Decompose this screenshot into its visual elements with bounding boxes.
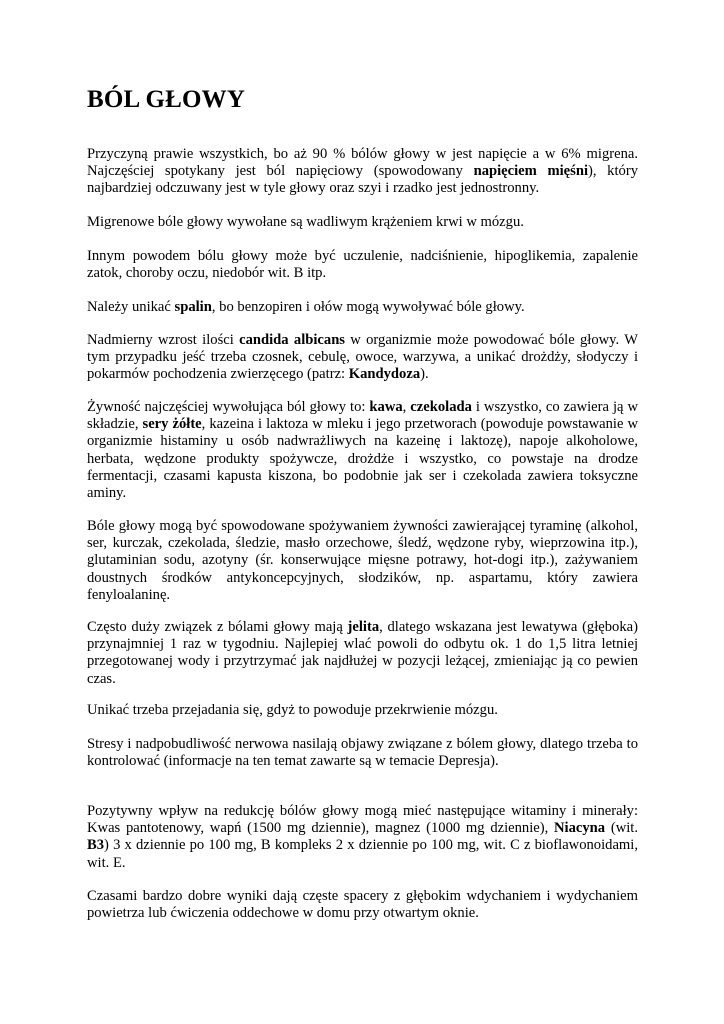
bold-term: jelita [347, 619, 380, 635]
bold-term: candida albicans [239, 332, 345, 348]
text-run: w organizmie może powodować bóle głowy. W tym przypadku jeść trzeba czosnek, cebulę, owoce, warzywa, a unikać drożdży, słodyczy i pokarmów pochodzenia zwierzęcego (patrz: [87, 332, 638, 383]
paragraph-tyramine [87, 518, 638, 604]
paragraph-causes [87, 146, 638, 198]
text-run: , [402, 399, 411, 415]
text-run: Często duży związek z bólami głowy mają [87, 619, 348, 635]
text-run: Żywność najczęściej wywołująca ból głowy to: [87, 399, 370, 415]
text-run: Nadmierny wzrost ilości [87, 332, 240, 348]
text-run: Stresy i nadpobudliwość nerwowa nasilają objawy związane z bólem głowy, dlatego trzeba to kontrolować (informacje na ten temat zawarte są w temacie Depresja). [87, 736, 638, 770]
text-run: Innym powodem bólu głowy może być uczulenie, nadciśnienie, hipoglikemia, zapalenie zatok, choroby oczu, niedobór wit. B itp. [87, 248, 638, 282]
bold-term: spalin [174, 299, 212, 315]
bold-term: napięciem mięśni [473, 163, 589, 180]
text-run: Unikać trzeba przejadania się, gdyż to powoduje przekrwienie mózgu. [87, 702, 498, 718]
text-run: Należy unikać [87, 299, 175, 315]
paragraph-vitamins [87, 803, 638, 872]
paragraph-intestines [87, 619, 638, 688]
text-run: ), który najbardziej odczuwany jest w tyle głowy oraz szyi i rzadko jest jednostronny. [87, 163, 638, 197]
paragraph-overeating [87, 702, 638, 719]
bold-term: kawa [369, 399, 403, 415]
paragraph-stress [87, 736, 638, 770]
bold-term: czekolada [410, 399, 472, 415]
text-run: Czasami bardzo dobre wyniki dają częste spacery z głębokim wdychaniem i wydychaniem powietrza lub ćwiczenia oddechowe w domu przy otwartym oknie. [87, 888, 638, 922]
paragraph-migraine [87, 214, 638, 231]
text-run: ). [420, 366, 429, 383]
page-title: BÓL GŁOWY [87, 86, 246, 113]
text-run: i wszystko, co zawiera ją w składzie, [87, 399, 639, 433]
text-run: , kazeina i laktoza w mleku i jego przetworach (powoduje powstawanie w organizmie histaminy u osób nadwrażliwych na kazeinę i laktozę), napoje alkoholowe, herbata, wędzone produkty spożywcze, drożdże i wszystko, co powstaje na drodze fermentacji, czasami kapusta kiszona, bo podobnie jak ser i czekolada zawiera toksyczne aminy. [87, 416, 639, 502]
text-run: ) 3 x dziennie po 100 mg, B kompleks 2 x dziennie po 100 mg, wit. C z bioflawonoidami, wit. E. [87, 837, 638, 871]
bold-term: B3 [87, 837, 105, 854]
text-run: , dlatego wskazana jest lewatywa (głęboka) przynajmniej 1 raz w tygodniu. Najlepiej wlać powoli do odbytu ok. 1 do 1,5 litra letniej przegotowanej wody i przytrzymać jak najdłużej w pozycji leżącej, zmieniając ją co pewien czas. [87, 619, 638, 687]
paragraph-food-triggers [87, 399, 638, 502]
bold-term: Kandydoza [348, 366, 421, 383]
text-run: Bóle głowy mogą być spowodowane spożywaniem żywności zawierającej tyraminę (alkohol, ser, kurczak, czekolada, śledzie, masło orzechowe, śledź, wędzone ryby, wieprzowina itp.), glutaminian sodu, azotyny (śr. konserwujące mięsne potrawy, hot-dogi itp.), zażywaniem doustnych środków antykoncepcyjnych, słodzików, np. aspartamu, który zawiera fenyloalaninę. [87, 518, 638, 603]
text-run: (wit. [605, 820, 638, 837]
bold-term: sery żółte [142, 416, 202, 433]
text-run: Pozytywny wpływ na redukcję bólów głowy mogą mieć następujące witaminy i minerały: Kwas pantotenowy, wapń (1500 mg dziennie), magnez (1000 mg dziennie), [87, 803, 638, 837]
paragraph-exhaust [87, 299, 638, 316]
bold-term: Niacyna [554, 820, 606, 837]
text-run: Przyczyną prawie wszystkich, bo aż 90 % bólów głowy w jest napięcie a w 6% migrena. Najczęściej spotykany jest ból napięciowy (spowodowany [87, 146, 638, 180]
paragraph-walks [87, 888, 638, 922]
paragraph-other-causes [87, 248, 638, 282]
text-run: , bo benzopiren i ołów mogą wywoływać bóle głowy. [211, 299, 525, 315]
text-run: Migrenowe bóle głowy wywołane są wadliwym krążeniem krwi w mózgu. [87, 214, 524, 230]
paragraph-candida [87, 332, 638, 384]
